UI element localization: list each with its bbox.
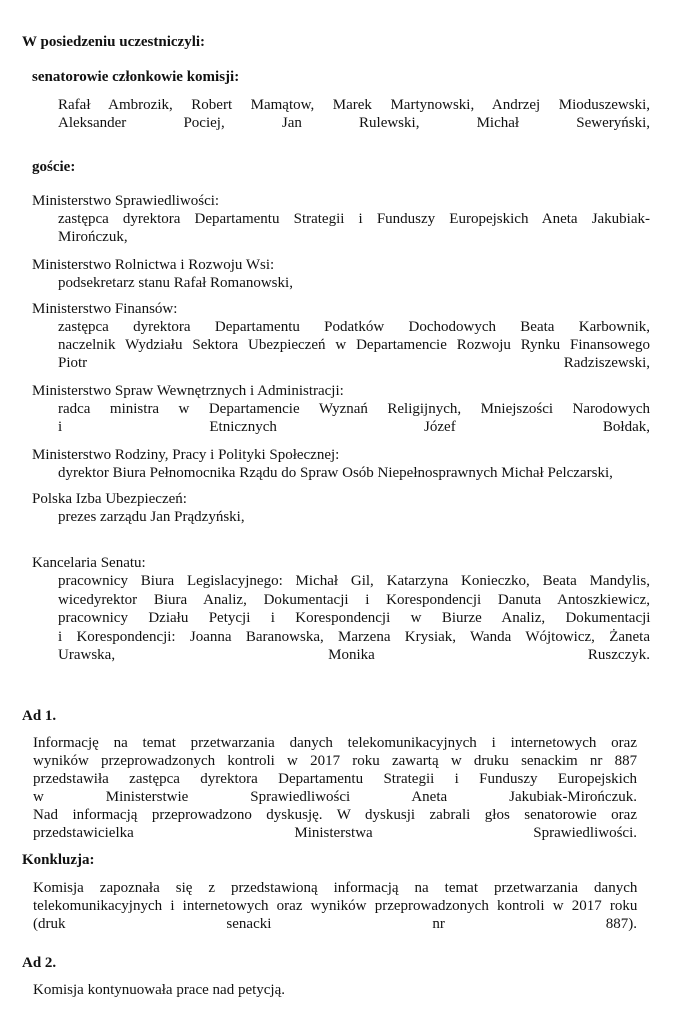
guest-line: zastępca dyrektora Departamentu Podatków Dochodowych Beata Karbownik, [58,319,650,335]
ad1-line: w Ministerstwie Sprawiedliwości Aneta Jakubiak-Mirończuk. [33,789,637,805]
guest-group-lines [58,400,650,436]
guest-institution: Ministerstwo Sprawiedliwości: [32,193,220,209]
guest-institution: Polska Izba Ubezpieczeń: [32,491,187,507]
ad1-heading: Ad 1. [22,708,57,724]
guest-group-lines [58,210,650,246]
guest-line: naczelnik Wydziału Sektora Ubezpieczeń w Departamencie Rozwoju Rynku Finansowego [58,337,651,353]
conclusion-line: Komisja zapoznała się z przedstawioną informacją na temat przetwarzania danych [33,880,638,896]
guest-institution: Ministerstwo Spraw Wewnętrznych i Administracji: [32,383,344,399]
ad1-line: przedstawicielka Ministerstwa Sprawiedliwości. [33,825,637,841]
guest-group-lines [58,318,650,372]
conclusion-heading: Konkluzja: [22,852,95,868]
guest-institution: Ministerstwo Rolnictwa i Rozwoju Wsi: [32,257,275,273]
guest-line: radca ministra w Departamencie Wyznań Religijnych, Mniejszości Narodowych [58,401,650,417]
guest-line: dyrektor Biura Pełnomocnika Rządu do Spraw Osób Niepełnosprawnych Michał Pelczarski, [58,465,613,481]
guest-line: zastępca dyrektora Departamentu Strategii i Funduszy Europejskich Aneta Jakubiak- [58,211,651,227]
ad2-line: Komisja kontynuowała prace nad petycją. [33,982,285,998]
guest-line: pracownicy Biura Legislacyjnego: Michał Gil, Katarzyna Konieczko, Beata Mandylis, [58,573,650,589]
ad1-paragraph [33,734,637,842]
ad2-heading: Ad 2. [22,955,57,971]
guest-line: wicedyrektor Biura Analiz, Dokumentacji i Korespondencji Danuta Antoszkiewicz, [58,591,650,608]
guest-line: Urawska, Monika Ruszczyk. [58,647,650,664]
conclusion-paragraph [33,879,637,933]
guest-institution: Kancelaria Senatu: [32,555,146,571]
ad1-line: Informację na temat przetwarzania danych telekomunikacyjnych i internetowych oraz [33,735,637,751]
members-heading: senatorowie członkowie komisji: [32,69,240,85]
ad1-line: wyników przeprowadzonych kontroli w 2017 roku zawartą w druku senackim nr 887 [33,753,638,769]
guest-group-lines [58,572,650,665]
members-line: Aleksander Pociej, Jan Rulewski, Michał Seweryński, [58,115,650,131]
ad1-line: przedstawiła zastępca dyrektora Departamentu Strategii i Funduszy Europejskich [33,771,637,787]
ad1-line: Nad informacją przeprowadzono dyskusję. W dyskusji zabrali głos senatorowie oraz [33,807,637,823]
members-line: Rafał Ambrozik, Robert Mamątow, Marek Martynowski, Andrzej Mioduszewski, [58,97,650,113]
guests-heading: goście: [32,159,76,175]
guest-line: i Korespondencji: Joanna Baranowska, Marzena Krysiak, Wanda Wójtowicz, Żaneta [58,628,650,645]
members-list [58,96,650,132]
guest-line: i Etnicznych Józef Bołdak, [58,419,650,435]
guest-institution: Ministerstwo Rodziny, Pracy i Polityki Społecznej: [32,447,340,463]
guest-line: pracownicy Działu Petycji i Korespondencji w Biurze Analiz, Dokumentacji [58,610,651,627]
guest-line: Piotr Radziszewski, [58,355,650,371]
guest-line: podsekretarz stanu Rafał Romanowski, [58,275,293,291]
guest-line: Mirończuk, [58,229,128,245]
attendance-heading: W posiedzeniu uczestniczyli: [22,34,206,50]
conclusion-line: telekomunikacyjnych i internetowych oraz wyników przeprowadzonych kontroli w 2017 roku [33,898,638,914]
conclusion-line: (druk senacki nr 887). [33,916,637,932]
guest-institution: Ministerstwo Finansów: [32,301,178,317]
guest-line: prezes zarządu Jan Prądzyński, [58,509,245,525]
